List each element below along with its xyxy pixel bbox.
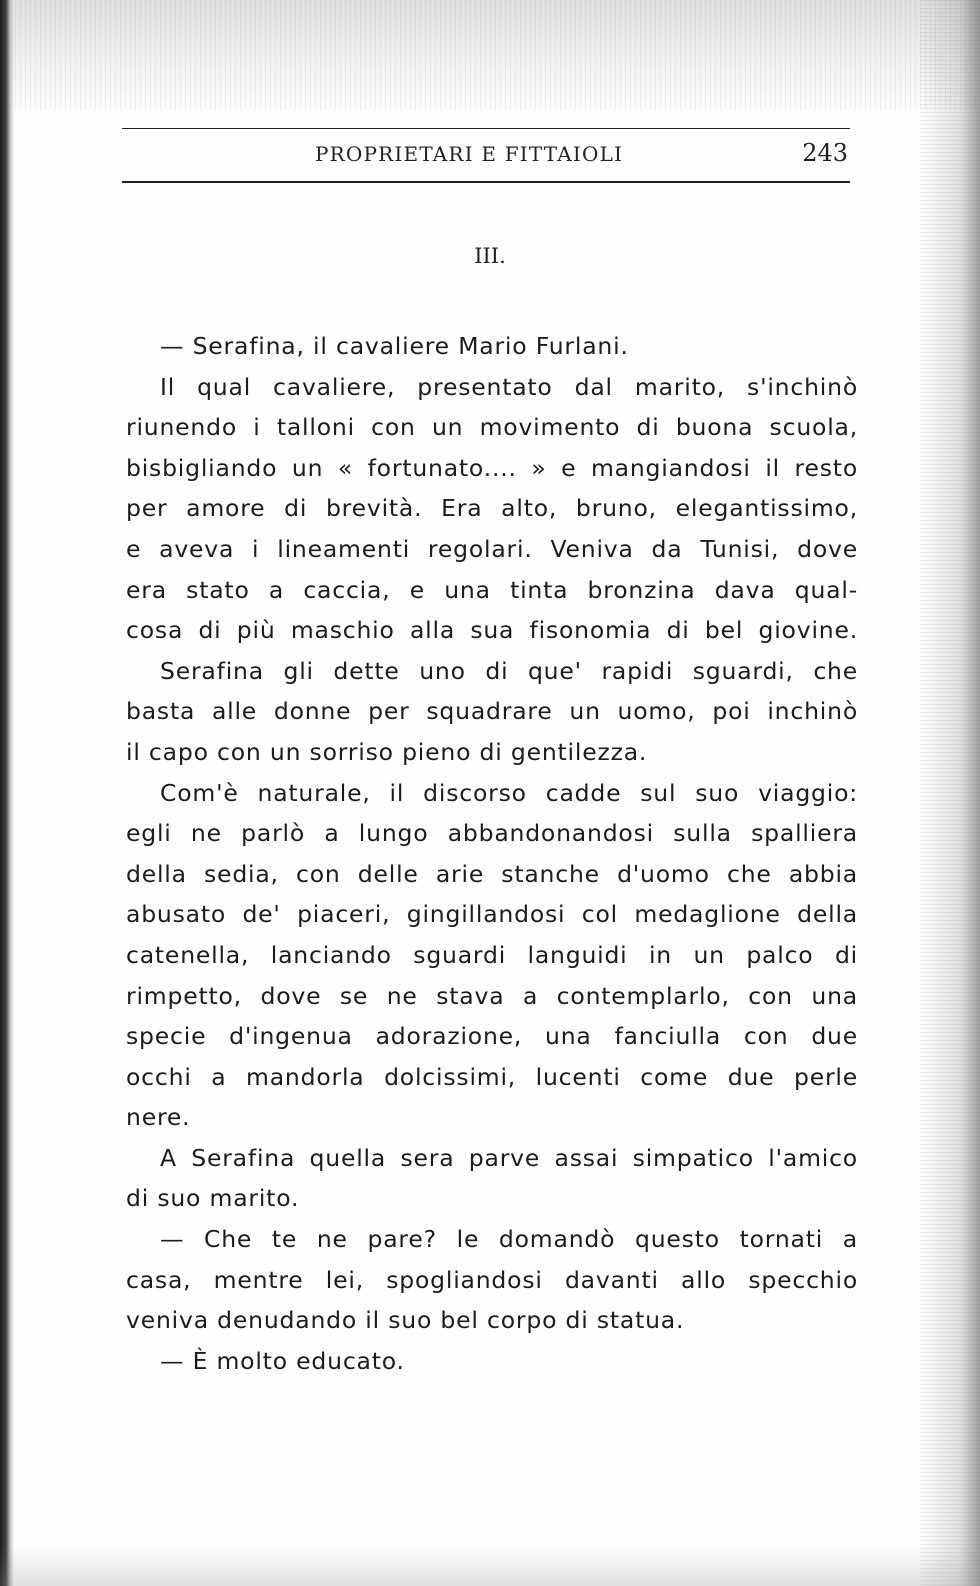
running-header — [122, 128, 850, 183]
text-line: — Serafina, il cavaliere Mario Furlani. — [160, 332, 629, 360]
text-line: catenella, lanciando sguardi languidi in un palco di — [126, 940, 858, 969]
text-line: riunendo i talloni con un movimento di buona scuola, — [126, 413, 858, 442]
text-line: della sedia, con delle arie stanche d'uomo che abbia — [126, 859, 858, 888]
chapter-number: III. — [474, 244, 506, 268]
text-line: specie d'ingenua adorazione, una fanciulla con due — [126, 1022, 858, 1051]
text-line: veniva denudando il suo bel corpo di statua. — [126, 1306, 685, 1335]
text-line: — È molto educato. — [160, 1346, 405, 1375]
text-line: rimpetto, dove se ne stava a contemplarlo, con una — [126, 981, 858, 1010]
text-line: per amore di brevità. Era alto, bruno, elegantissimo, — [126, 494, 858, 523]
text-line: Serafina gli dette uno di que' rapidi sguardi, che — [160, 656, 858, 685]
text-line: — Che te ne pare? le domandò questo tornati a — [160, 1225, 858, 1254]
body-text — [126, 326, 858, 1381]
text-line: era stato a caccia, e una tinta bronzina dava qual- — [126, 575, 858, 604]
running-title: PROPRIETARI E FITTAIOLI — [315, 142, 624, 166]
text-line: occhi a mandorla dolcissimi, lucenti come due perle — [126, 1062, 858, 1091]
text-line: A Serafina quella sera parve assai simpatico l'amico — [160, 1143, 858, 1172]
text-line: Com'è naturale, il discorso cadde sul suo viaggio: — [160, 778, 858, 807]
text-line: cosa di più maschio alla sua fisonomia di bel giovine. — [126, 616, 858, 645]
scan-right-edge — [920, 0, 980, 1586]
text-line: Il qual cavaliere, presentato dal marito, s'inchinò — [160, 372, 858, 401]
text-line: basta alle donne per squadrare un uomo, poi inchinò — [126, 697, 858, 726]
scan-left-edge — [0, 0, 14, 1586]
text-line: egli ne parlò a lungo abbandonandosi sulla spalliera — [126, 819, 858, 848]
text-line: abusato de' piaceri, gingillandosi col medaglione della — [126, 900, 858, 929]
text-line: casa, mentre lei, spogliandosi davanti allo specchio — [126, 1265, 858, 1294]
text-line: bisbigliando un « fortunato.... » e mangiandosi il resto — [126, 453, 858, 482]
scan-bottom-edge — [0, 1546, 980, 1586]
text-line: e aveva i lineamenti regolari. Veniva da Tunisi, dove — [126, 534, 858, 563]
page-number: 243 — [802, 139, 848, 167]
text-line: di suo marito. — [126, 1184, 300, 1213]
scan-top-edge — [0, 0, 980, 110]
text-line: nere. — [126, 1103, 191, 1132]
text-line: il capo con un sorriso pieno di gentilezza. — [126, 737, 648, 766]
